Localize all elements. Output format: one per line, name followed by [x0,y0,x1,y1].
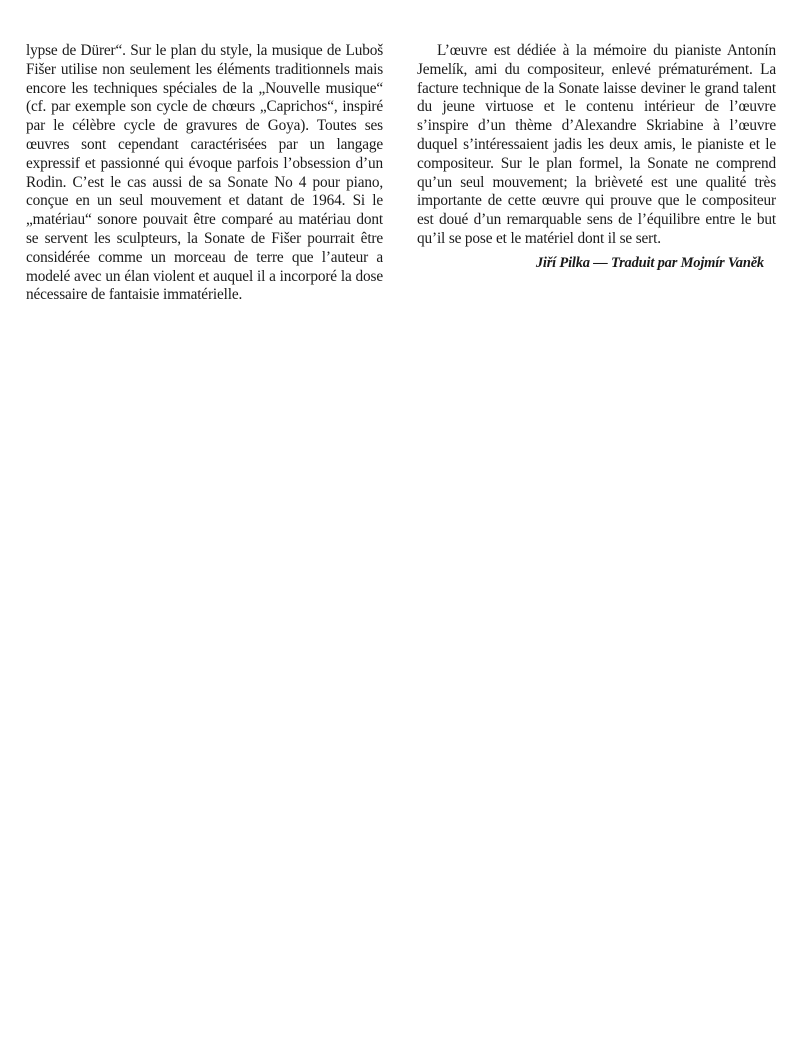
left-column-paragraph: lypse de Dürer“. Sur le plan du style, la musique de Luboš Fišer utilise non seulement les éléments traditionnels mais encore les techniques spéciales de la „Nouvelle musique“ (cf. par exemple son cycle de chœurs „Caprichos“, inspiré par le célèbre cycle de gravures de Goya). Toutes ses œuvres sont cependant caractérisées par un langage expressif et passionné qui évoque parfois l’obsession d’un Rodin. C’est le cas aussi de sa Sonate No 4 pour piano, conçue en un seul mouvement et datant de 1964. Si le „matériau“ sonore pouvait être comparé au matériau dont se servent les sculpteurs, la Sonate de Fišer pourrait être considérée comme un morceau de terre que l’auteur a modelé avec un élan violent et auquel il a incorporé la dose nécessaire de fantaisie immatérielle. [26,42,383,304]
author-translator-credit: Jiří Pilka — Traduit par Mojmír Vaněk [535,255,764,271]
right-column-paragraph: L’œuvre est dédiée à la mémoire du pianiste Antonín Jemelík, ami du compositeur, enlevé prématurément. La facture technique de la Sonate laisse deviner le grand talent du jeune virtuose et le contenu intérieur de l’œuvre s’inspire d’un thème d’Alexandre Skriabine à l’œuvre duquel s’intéressaient jadis les deux amis, le pianiste et le compositeur. Sur le plan formel, la Sonate ne comprend qu’un seul mouvement; la brièveté est une qualité très importante de cette œuvre qui prouve que le compositeur est doué d’un remarquable sens de l’équilibre entre le but qu’il se pose et le matériel dont il se sert. [417,42,776,247]
left-column [26,42,383,305]
right-column [417,42,776,249]
